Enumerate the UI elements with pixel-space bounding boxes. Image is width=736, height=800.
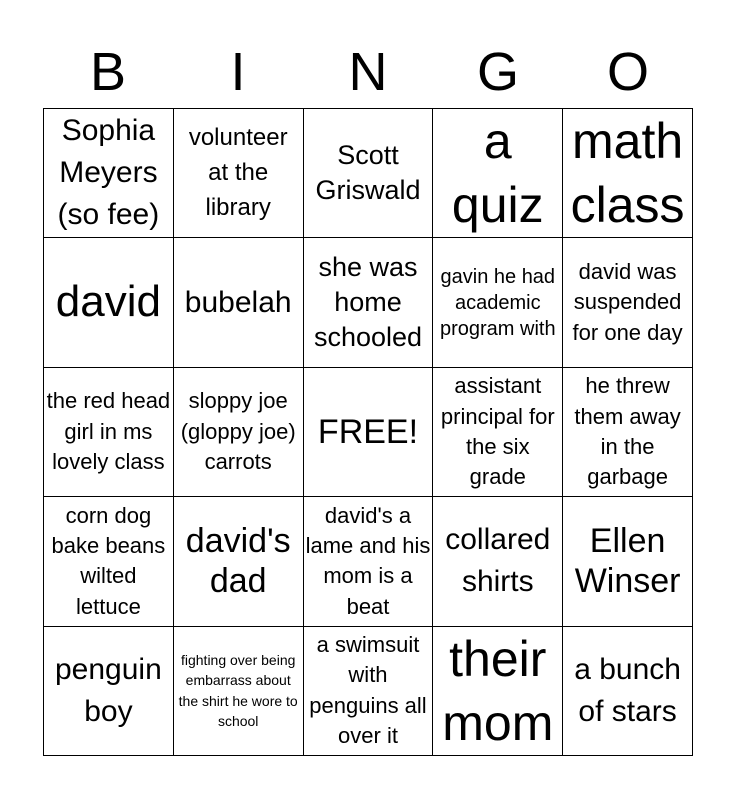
bingo-cell[interactable]: collared shirts [433, 497, 563, 626]
bingo-cell[interactable]: volunteer at the library [174, 109, 304, 238]
bingo-cell[interactable]: david [44, 238, 174, 367]
bingo-cell[interactable]: the red head girl in ms lovely class [44, 368, 174, 497]
bingo-cell[interactable]: david's dad [174, 497, 304, 626]
bingo-header [43, 36, 693, 108]
header-letter-b: B [89, 42, 127, 102]
bingo-cell[interactable]: david was suspended for one day [563, 238, 693, 367]
bingo-cell[interactable]: Sophia Meyers (so fee) [44, 109, 174, 238]
header-letter-n: N [348, 42, 388, 102]
bingo-cell[interactable]: fighting over being embarrass about the shirt he wore to school [174, 627, 304, 756]
bingo-cell[interactable]: penguin boy [44, 627, 174, 756]
bingo-cell[interactable]: gavin he had academic program with [433, 238, 563, 367]
bingo-cell[interactable]: a quiz [433, 109, 563, 238]
bingo-cell[interactable]: david's a lame and his mom is a beat [304, 497, 434, 626]
header-letter-o: O [606, 42, 649, 102]
bingo-cell[interactable]: Scott Griswald [304, 109, 434, 238]
bingo-cell[interactable]: a swimsuit with penguins all over it [304, 627, 434, 756]
bingo-cell[interactable]: math class [563, 109, 693, 238]
bingo-cell[interactable]: Ellen Winser [563, 497, 693, 626]
bingo-cell[interactable]: corn dog bake beans wilted lettuce [44, 497, 174, 626]
bingo-cell[interactable]: assistant principal for the six grade [433, 368, 563, 497]
bingo-cell[interactable]: she was home schooled [304, 238, 434, 367]
free-space[interactable]: FREE! [304, 368, 434, 497]
bingo-grid [43, 108, 693, 756]
bingo-cell[interactable]: sloppy joe (gloppy joe) carrots [174, 368, 304, 497]
bingo-cell[interactable]: he threw them away in the garbage [563, 368, 693, 497]
header-letter-g: G [476, 42, 519, 102]
bingo-cell[interactable]: bubelah [174, 238, 304, 367]
bingo-cell[interactable]: a bunch of stars [563, 627, 693, 756]
header-letter-i: I [230, 42, 246, 102]
bingo-cell[interactable]: their mom [433, 627, 563, 756]
